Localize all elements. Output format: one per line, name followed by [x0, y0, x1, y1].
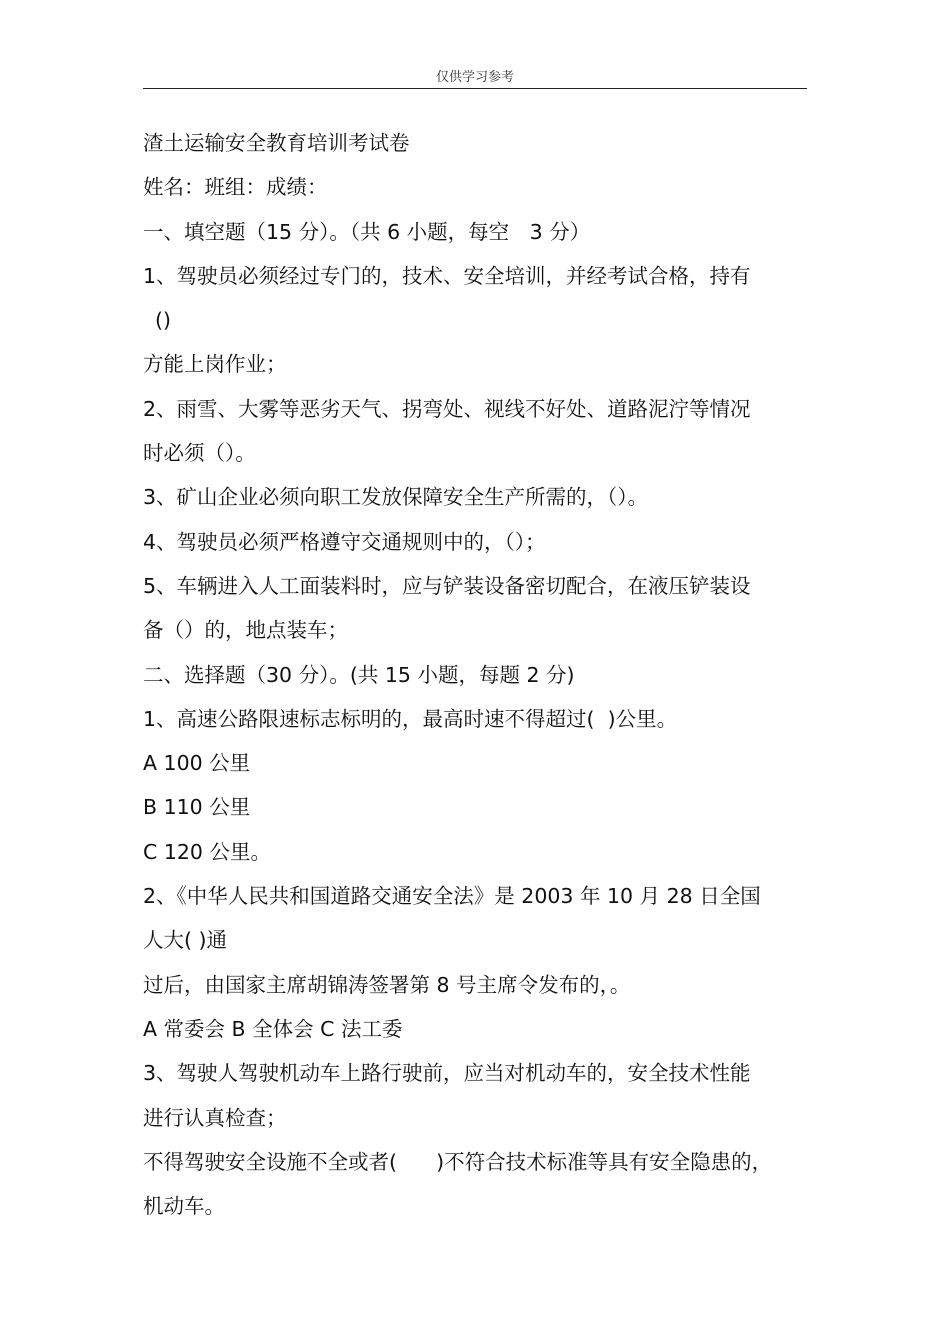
question-text: 不得驾驶安全设施不全或者( )不符合技术标准等具有安全隐患的，	[143, 1149, 773, 1174]
answer-option: B 110 公里	[143, 795, 251, 820]
question-text: 进行认真检查；	[143, 1105, 287, 1130]
question-text: 时必须（）。	[143, 441, 256, 466]
question-text: 1、驾驶员必须经过专门的，技术、安全培训，并经考试合格，持有	[143, 263, 751, 288]
question-text: 5、车辆进入人工面装料时，应与铲装设备密切配合，在液压铲装设	[143, 573, 751, 598]
section-fill-blank-heading: 一、填空题（15 分）。（共 6 小题，每空 3 分）	[143, 219, 591, 244]
exam-title: 渣土运输安全教育培训考试卷	[143, 131, 410, 155]
question-text: 人大( )通	[143, 928, 228, 953]
student-info-line: 姓名：班组：成绩：	[143, 175, 328, 200]
answer-option: A 100 公里	[143, 751, 251, 776]
answer-option: A 常委会 B 全体会 C 法工委	[143, 1016, 403, 1041]
question-text: 2、《中华人民共和国道路交通安全法》是 2003 年 10 月 28 日全国	[143, 884, 761, 909]
question-text: 过后，由国家主席胡锦涛签署第 8 号主席令发布的，。	[143, 972, 631, 997]
question-text: 机动车。	[143, 1194, 225, 1219]
question-text: 3、驾驶人驾驶机动车上路行驶前，应当对机动车的，安全技术性能	[143, 1061, 751, 1086]
section-choice-heading: 二、选择题（30 分）。(共 15 小题，每题 2 分)	[143, 662, 575, 687]
exam-content	[143, 121, 813, 1228]
question-text: 1、高速公路限速标志标明的，最高时速不得超过( )公里。	[143, 706, 678, 731]
question-text: ()	[155, 308, 171, 333]
question-text: 2、雨雪、大雾等恶劣天气、拐弯处、视线不好处、道路泥泞等情况	[143, 396, 751, 421]
question-text: 备（）的，地点装车；	[143, 618, 348, 643]
question-text: 方能上岗作业；	[143, 352, 287, 377]
question-text: 3、矿山企业必须向职工发放保障安全生产所需的，（）。	[143, 485, 649, 510]
answer-option: C 120 公里。	[143, 839, 271, 864]
question-text: 4、驾驶员必须严格遵守交通规则中的，（）；	[143, 529, 546, 554]
page-header: 仅供学习参考	[143, 66, 807, 89]
